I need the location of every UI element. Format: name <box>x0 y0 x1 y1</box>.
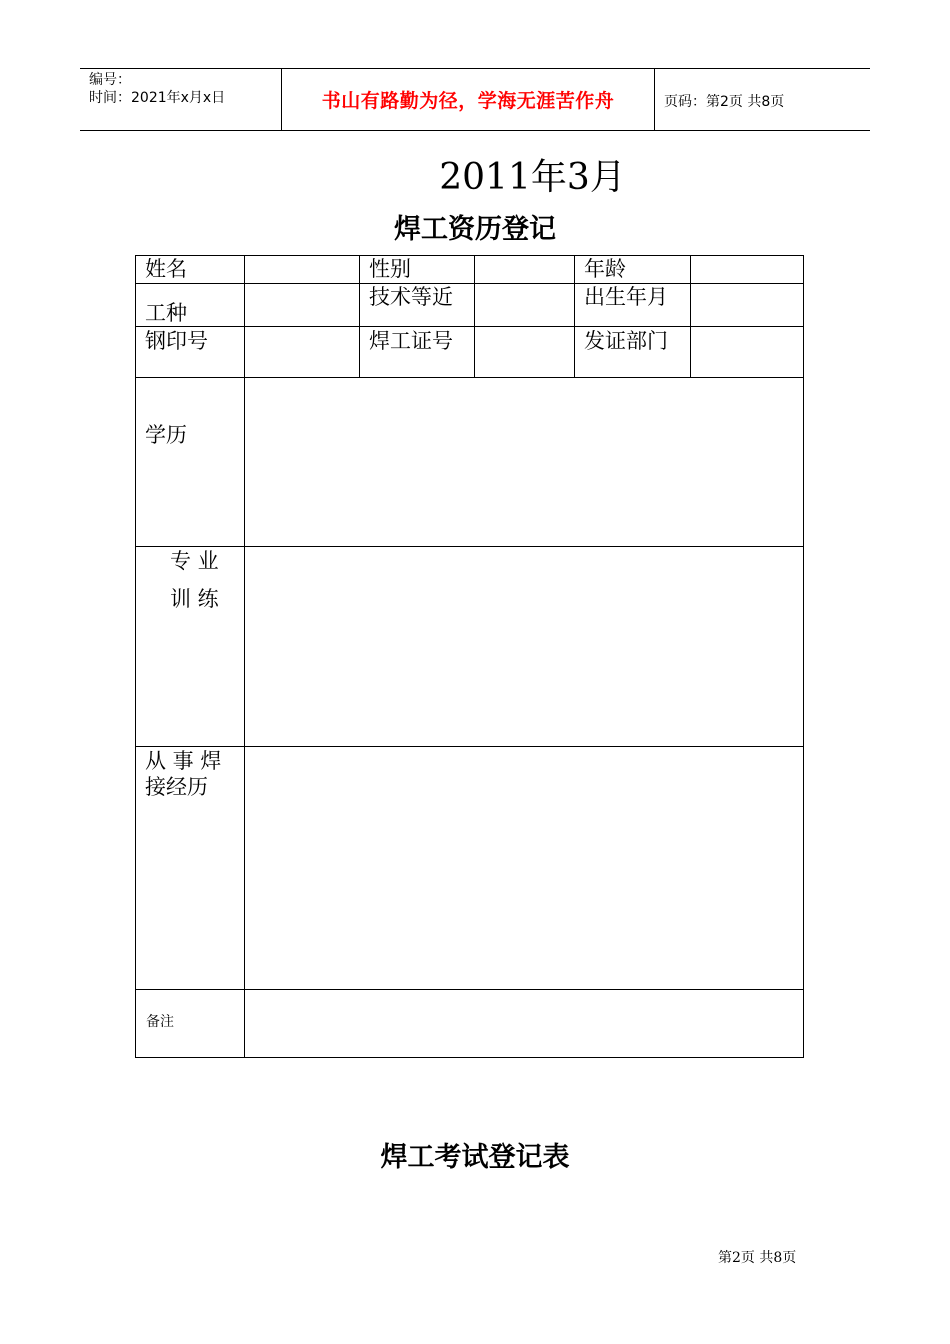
certificate-number-label: 焊工证号 <box>369 329 453 353</box>
document-time: 时间：2021年x月x日 <box>89 90 226 106</box>
header-page-info: 页码：第2页 共8页 <box>664 94 785 110</box>
training-label-line1: 专 业 <box>170 549 219 573</box>
age-field[interactable] <box>691 256 803 283</box>
stamp-number-field[interactable] <box>245 327 359 377</box>
issuing-department-label: 发证部门 <box>584 329 668 353</box>
column-divider <box>359 256 360 377</box>
training-label-line2: 训 练 <box>170 587 219 611</box>
tech-level-field[interactable] <box>475 284 574 326</box>
header-meta <box>80 69 282 130</box>
column-divider <box>574 256 575 377</box>
footer-page-number: 第2页 共8页 <box>718 1250 797 1266</box>
experience-label-line1: 从 事 焊 <box>145 749 222 773</box>
work-type-field[interactable] <box>245 284 359 326</box>
age-label: 年龄 <box>584 257 626 281</box>
remarks-label: 备注 <box>146 1014 174 1030</box>
experience-field[interactable] <box>245 747 803 989</box>
work-type-label: 工种 <box>145 301 187 325</box>
training-field[interactable] <box>245 547 803 746</box>
exam-form-title: 焊工考试登记表 <box>380 1142 570 1173</box>
stamp-number-label: 钢印号 <box>145 329 208 353</box>
document-date: 2011年3月 <box>439 157 626 198</box>
certificate-number-field[interactable] <box>475 327 574 377</box>
remarks-field[interactable] <box>245 990 803 1057</box>
header-motto-cell <box>282 69 655 130</box>
name-field[interactable] <box>245 256 359 283</box>
birth-label: 出生年月 <box>584 285 668 309</box>
issuing-department-field[interactable] <box>691 327 803 377</box>
name-label: 姓名 <box>145 257 187 281</box>
education-label: 学历 <box>145 423 187 447</box>
motto-text: 书山有路勤为径，学海无涯苦作舟 <box>321 90 615 112</box>
gender-field[interactable] <box>475 256 574 283</box>
document-number-label: 编号： <box>89 72 131 88</box>
gender-label: 性别 <box>369 257 411 281</box>
welder-record-form <box>135 255 804 1058</box>
page-header <box>80 68 870 131</box>
birth-field[interactable] <box>691 284 803 326</box>
education-field[interactable] <box>245 378 803 546</box>
form-title: 焊工资历登记 <box>394 214 556 245</box>
experience-label-line2: 接经历 <box>145 775 208 799</box>
tech-level-label: 技术等近 <box>369 285 453 309</box>
